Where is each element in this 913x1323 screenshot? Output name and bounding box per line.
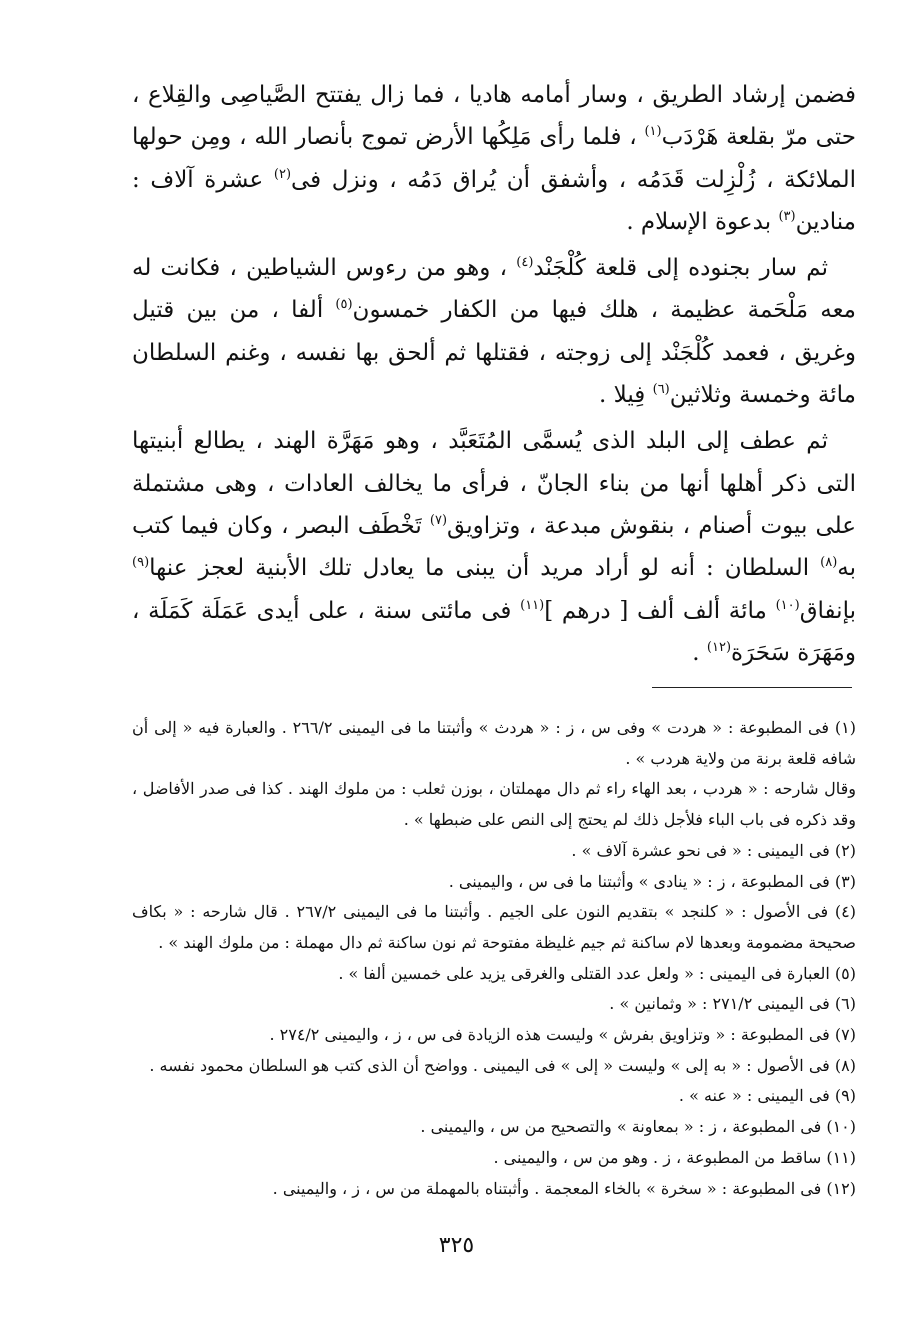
text-run: ، فلما رأى مَلِكُها الأرض تموج بأنصار الله ، ومِن حولها الملائكة ، زُلْزِلت قَدَمُه ، وأشفق أن يُراق دَمُه ، ونزل فى bbox=[132, 124, 856, 193]
text-run: السلطان : أنه لو أراد مريد أن يبنى ما يعادل تلك الأبنية لعجز عنها bbox=[149, 555, 821, 582]
text-run: . bbox=[692, 639, 707, 666]
page-number: ٣٢٥ bbox=[438, 1233, 475, 1258]
text-run: مائة ألف ألف [ درهم ] bbox=[544, 597, 776, 624]
footnote: (١٢) فى المطبوعة : « سخرة » بالخاء المعجمة . وأثبتناه بالمهملة من س ، ز ، واليمينى . bbox=[272, 1178, 856, 1198]
footnote-marker: (٧) bbox=[429, 512, 448, 528]
main-text bbox=[132, 74, 856, 674]
footnote: (٩) فى اليمينى : « عنه » . bbox=[678, 1086, 856, 1106]
footnotes bbox=[132, 713, 856, 1204]
footnote-marker: (٤) bbox=[516, 255, 534, 271]
footnote: وقال شارحه : « هردب ، بعد الهاء راء ثم دال مهملتان ، بوزن ثعلب : من ملوك الهند . كذا فى صدر الأفاضل ، وقد ذكره فى باب الباء فلأجل ذلك لم يحتج إلى النص على ضبطها » . bbox=[132, 779, 856, 830]
footnote-marker: (١٠) bbox=[775, 597, 800, 613]
footnote-marker: (١١) bbox=[520, 597, 545, 613]
body-paragraph bbox=[132, 247, 856, 416]
footnote-separator bbox=[652, 687, 852, 688]
footnote-marker: (٦) bbox=[652, 382, 670, 398]
text-run: عشرة آلاف : منادين bbox=[132, 166, 856, 235]
footnote: (٣) فى المطبوعة ، ز : « ينادى » وأثبتنا ما فى س ، واليمينى . bbox=[448, 871, 856, 891]
footnote-marker: (٨) bbox=[820, 555, 838, 571]
text-run: تَخْطَف البصر ، وكان فيما كتب به bbox=[132, 512, 856, 582]
text-run: ألفا ، من بين قتيل وغريق ، فعمد كُلْجَنْد إلى زوجته ، فقتلها ثم ألحق بها نفسه ، وغنم السلطان مائة وخمسة وثلاثين bbox=[132, 297, 856, 409]
text-run: ثم سار بجنوده إلى قلعة كُلْجَنْد bbox=[533, 255, 828, 282]
footnote: (١١) ساقط من المطبوعة ، ز . وهو من س ، واليمينى . bbox=[493, 1147, 856, 1167]
text-run: ثم عطف إلى البلد الذى يُسمَّى المُتَعَبَّد ، وهو مَهَرَّة الهند ، يطالع أبنيتها التى ذكر أهلها أنها من بناء الجانّ ، فرأى ما يخالف العادات ، وهى مشتملة على بيوت أصنام ، بنقوش مبدعة ، وتزاويق bbox=[132, 428, 857, 539]
footnote: (١) فى المطبوعة : « هردت » وفى س ، ز : « هردث » وأثبتنا ما فى اليمينى ٢٦٦/٢ . والعبارة فيه « إلى أن شافه قلعة برنة من ولاية هردب » . bbox=[132, 718, 856, 768]
footnote: (١٠) فى المطبوعة ، ز : « بمعاونة » والتصحيح من س ، واليمينى . bbox=[420, 1117, 856, 1137]
text-run: بإنفاق bbox=[799, 597, 856, 624]
text-run: فِيلا . bbox=[599, 382, 653, 409]
footnote-marker: (١) bbox=[644, 124, 662, 140]
text-run: فى مائتى سنة ، على أيدى عَمَلَة كَمَلَة ، ومَهَرَة سَحَرَة bbox=[132, 597, 856, 666]
footnote-marker: (٩) bbox=[132, 555, 150, 571]
footnote: (٦) فى اليمينى ٢٧١/٢ : « وثمانين » . bbox=[609, 994, 856, 1014]
text-run: ، وهو من رءوس الشياطين ، فكانت له معه مَلْحَمة عظيمة ، هلك فيها من الكفار خمسون bbox=[132, 255, 856, 324]
footnote: (٤) فى الأصول : « كلنجد » بتقديم النون على الجيم . وأثبتنا ما فى اليمينى ٢٦٧/٢ . قال شارحه : « بكاف صحيحة مضمومة وبعدها لام ساكنة ثم جيم غليظة مفتوحة ثم نون ساكنة ثم دال مهملة : من ملوك الهند » . bbox=[132, 902, 856, 952]
footnote: (٨) فى الأصول : « به إلى » وليست « إلى » فى اليمينى . وواضح أن الذى كتب هو السلطان محمود نفسه . bbox=[149, 1055, 856, 1075]
text-run: بدعوة الإسلام . bbox=[626, 208, 779, 235]
footnote-marker: (٢) bbox=[273, 166, 292, 182]
body-paragraph bbox=[132, 74, 856, 243]
footnote: (٢) فى اليمينى : « فى نحو عشرة آلاف » . bbox=[571, 840, 856, 860]
body-paragraph bbox=[132, 420, 856, 674]
footnote-marker: (٥) bbox=[335, 297, 353, 313]
footnote-marker: (١٢) bbox=[706, 639, 732, 655]
footnote-marker: (٣) bbox=[778, 208, 796, 224]
text-run: فضمن إرشاد الطريق ، وسار أمامه هاديا ، فما زال يفتتح الصَّياصِى والقِلاع ، حتى مرّ بقلعة هَرْدَب bbox=[132, 82, 856, 151]
footnote: (٥) العبارة فى اليمينى : « ولعل عدد القتلى والغرقى يزيد على خمسين ألفا » . bbox=[338, 963, 856, 983]
footnote: (٧) فى المطبوعة : « وتزاويق بفرش » وليست هذه الزيادة فى س ، ز ، واليمينى ٢٧٤/٢ . bbox=[269, 1025, 856, 1045]
